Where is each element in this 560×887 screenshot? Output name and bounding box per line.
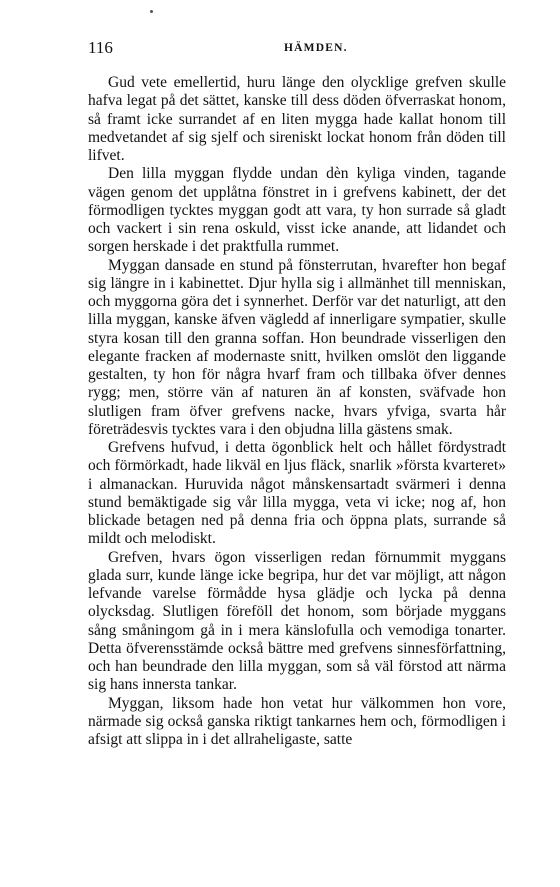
- paragraph-1: Gud vete emellertid, huru länge den olycklige grefven skulle hafva legat på det sättet, kanske till dess döden öfverraskat honom, så framt icke surrandet af en liten mygga hade kallat honom till medvetandet af sig sjelf och sireniskt lockat honom från döden till lifvet.: [88, 74, 506, 164]
- paragraph-5: Grefven, hvars ögon visserligen redan förnummit myggans glada surr, kunde länge icke begripa, hur det var möjligt, att någon lefvande varelse förmådde hysa glädje och lycka på denna olycksdag. Slutligen föreföll det honom, som började myggans sång småningom gå in i mera känslofulla och vemodiga tonarter. Detta öfverensstämde också bättre med grefvens sinnesförfattning, och han beundrade den lilla myggan, som så väl förstod att närma sig hans innersta tankar.: [88, 548, 506, 694]
- paragraph-2: Den lilla myggan flydde undan dèn kyliga vinden, tagande vägen genom det upplåtna fönstret in i grefvens kabinett, der det förmodligen tycktes myggan godt att vara, ty hon surrade så gladt och vackert i sin rena oskuld, visst icke anande, att lidandet och sorgen herskade i det praktfulla rummet.: [88, 165, 506, 256]
- running-title: HÄMDEN.: [284, 42, 348, 54]
- body-text: [88, 74, 506, 749]
- print-speck: [150, 10, 153, 13]
- page-header: [88, 38, 506, 62]
- paragraph-6: Myggan, liksom hade hon vetat hur välkommen hon vore, närmade sig också ganska riktigt tankarnes hem och, förmodligen i afsigt att slippa in i det allraheligaste, satte: [88, 694, 506, 748]
- paragraph-3: Myggan dansade en stund på fönsterrutan, hvarefter hon begaf sig längre in i kabinettet. Djur hylla sig i allmänhet till menniskan, och myggorna göra det i synnerhet. Derför var det naturligt, att den lilla myggan, kanske äfven vägledd af innerligare sympatier, skulle styra kosan till den granna soffan. Hon beundrade visserligen den elegante fracken af modernaste snitt, hvilken omslöt den liggande gestalten, ty hon för några hvarf fram och tillbaka öfver dennes rygg; men, större vän af naturen än af konsten, sväfvade hon slutligen fram öfver grefvens nacke, hvars yfviga, svarta hår företrädesvis tycktes vara i den objudna lilla gästens smak.: [88, 256, 506, 438]
- paragraph-4: Grefvens hufvud, i detta ögonblick helt och hållet fördystradt och förmörkadt, hade likväl en ljus fläck, snarlik »första kvarteret» i almanackan. Huruvida något månskensartadt svärmeri i denna stund bemäktigade sig vår lilla mygga, veta vi icke; nog af, hon blickade betagen ned på denna fria och öppna plats, surrande så mildt och melodiskt.: [88, 439, 506, 548]
- page-number: 116: [88, 38, 113, 57]
